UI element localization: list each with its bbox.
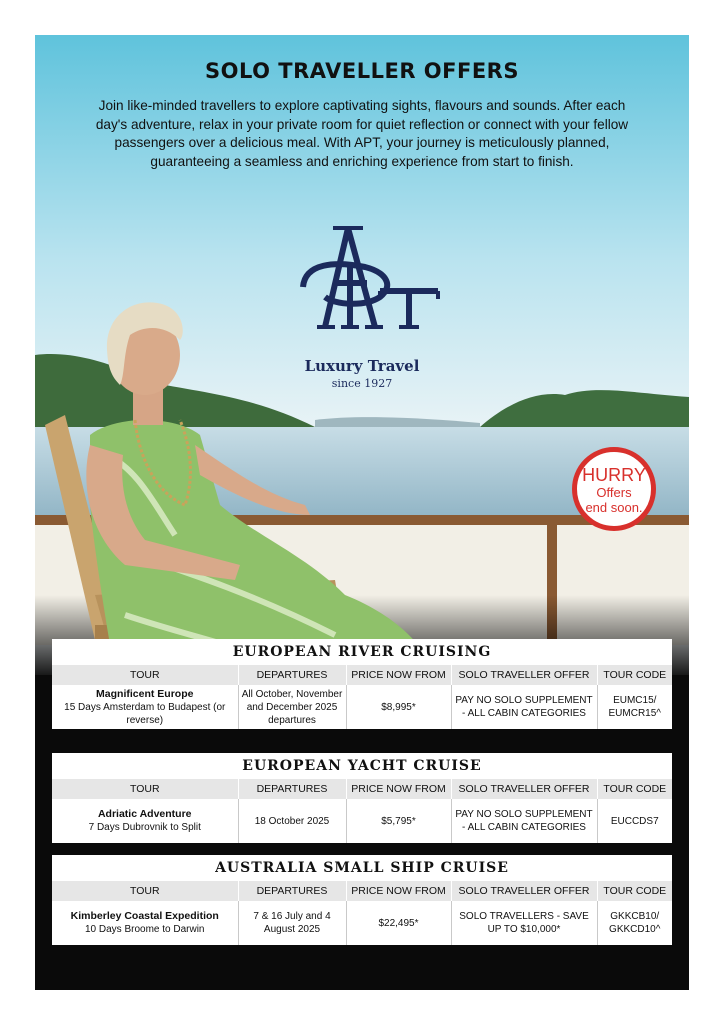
column-header-code: TOUR CODE [597,665,672,685]
hurry-badge-line1: HURRY [582,465,646,485]
table-row [52,901,672,945]
column-header-tour: TOUR [52,881,238,901]
price-cell: $5,795* [346,799,451,843]
column-header-price: PRICE NOW FROM [346,665,451,685]
section-australia-small-ship-cruise [52,855,672,945]
column-header-price: PRICE NOW FROM [346,779,451,799]
column-header-tour: TOUR [52,665,238,685]
table-row [52,685,672,729]
column-header-code: TOUR CODE [597,881,672,901]
section-heading: EUROPEAN RIVER CRUISING [52,639,672,665]
intro-paragraph: Join like-minded travellers to explore captivating sights, flavours and sounds. After each day's adventure, relax in your private room for quiet reflection or connect with your fellow passengers over a delicious meal. With APT, your journey is meticulously planned, guaranteeing a seamless and enriching experience from start to finish. [95,98,629,169]
offer-table [52,881,672,945]
price-cell: $22,495* [346,901,451,945]
departures-cell: All October, November and December 2025 departures [238,685,346,729]
column-header-code: TOUR CODE [597,779,672,799]
tour-description: 10 Days Broome to Darwin [85,924,205,935]
tour-cell [52,901,238,945]
section-heading: AUSTRALIA SMALL SHIP CRUISE [52,855,672,881]
tour-cell [52,685,238,729]
hurry-badge [572,447,656,531]
tour-name: Magnificent Europe [96,687,194,700]
table-header-row [52,881,672,901]
offer-cell: PAY NO SOLO SUPPLEMENT - ALL CABIN CATEGORIES [451,685,597,729]
code-cell: GKKCB10/ GKKCD10^ [597,901,672,945]
table-row [52,799,672,843]
tour-name: Adriatic Adventure [97,808,192,820]
section-heading: EUROPEAN YACHT CRUISE [52,753,672,779]
section-european-river-cruising [52,639,672,729]
table-header-row [52,665,672,685]
column-header-tour: TOUR [52,779,238,799]
column-header-offer: SOLO TRAVELLER OFFER [451,881,597,901]
column-header-price: PRICE NOW FROM [346,881,451,901]
price-cell: $8,995* [346,685,451,729]
hurry-badge-line3: end soon. [585,500,643,515]
table-header-row [52,779,672,799]
offer-table [52,665,672,729]
departures-cell: 7 & 16 July and 4 August 2025 [238,901,346,945]
column-header-departures: DEPARTURES [238,779,346,799]
code-cell: EUMC15/ EUMCR15^ [597,685,672,729]
offer-cell: SOLO TRAVELLERS - SAVE UP TO $10,000* [451,901,597,945]
offer-table [52,779,672,843]
section-european-yacht-cruise [52,753,672,843]
logo-tagline: Luxury Travel [304,357,420,375]
logo-since: since 1927 [331,377,393,390]
page-title: SOLO TRAVELLER OFFERS [205,59,519,83]
tour-description: 15 Days Amsterdam to Budapest (or reverse) [64,701,226,726]
departures-cell: 18 October 2025 [238,799,346,843]
tour-name: Kimberley Coastal Expedition [70,910,219,922]
hurry-badge-line2: Offers [596,485,632,500]
column-header-departures: DEPARTURES [238,881,346,901]
column-header-departures: DEPARTURES [238,665,346,685]
offer-cell: PAY NO SOLO SUPPLEMENT - ALL CABIN CATEGORIES [451,799,597,843]
tour-description: 7 Days Dubrovnik to Split [88,822,201,833]
code-cell: EUCCDS7 [597,799,672,843]
column-header-offer: SOLO TRAVELLER OFFER [451,779,597,799]
poster [35,35,689,990]
column-header-offer: SOLO TRAVELLER OFFER [451,665,597,685]
tour-cell [52,799,238,843]
